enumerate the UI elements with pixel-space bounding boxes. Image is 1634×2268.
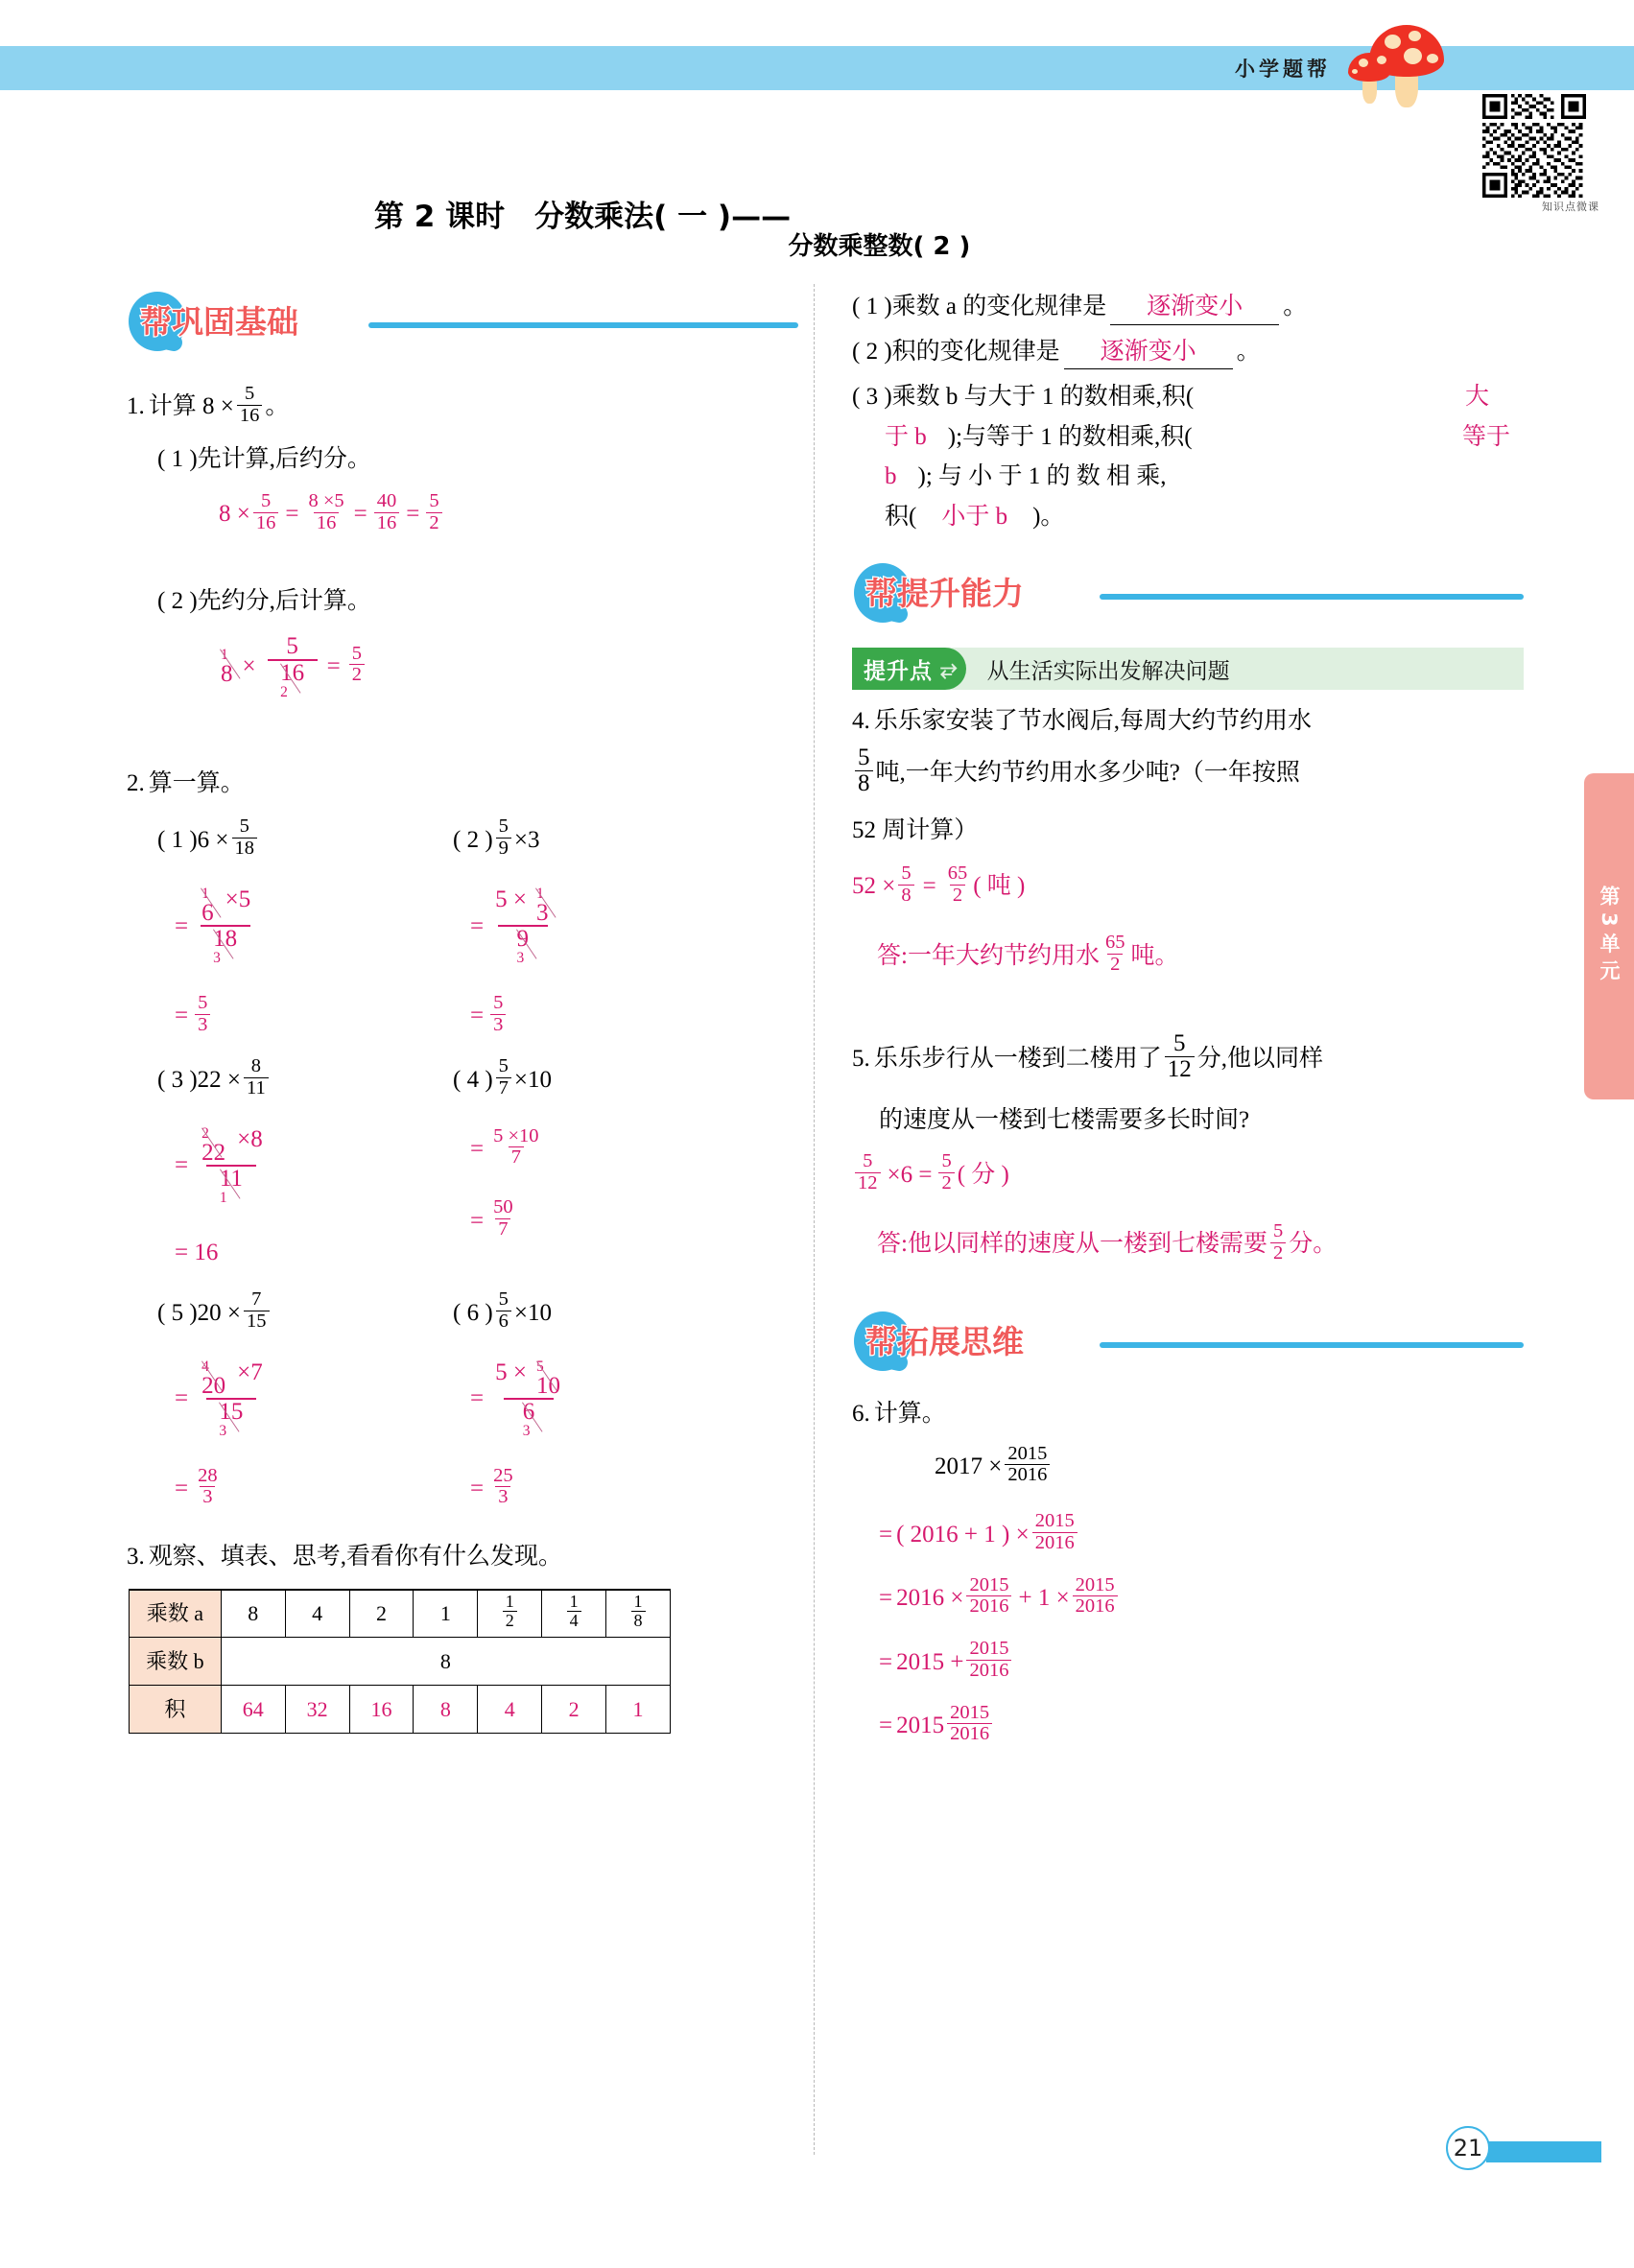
right-column: [852, 288, 1524, 1747]
problem-4-line3: 52 周计算）: [852, 816, 979, 843]
page-title-main: 第 2 课时 分数乘法( 一 ): [374, 200, 732, 234]
problem-3-number: 3.: [127, 1544, 145, 1571]
section-label-consolidate: 帮巩固基础: [140, 303, 298, 341]
problem-6-stem: 计算。: [873, 1401, 946, 1428]
problem-5-number: 5.: [852, 1046, 870, 1073]
table-row: [130, 1686, 671, 1734]
table-row: [130, 1590, 671, 1638]
unit-side-tab-label: 第3单元: [1598, 886, 1621, 987]
problem-1: [127, 383, 798, 701]
brand-title: 小学题帮: [1235, 58, 1331, 81]
paren-answer-2[interactable]: 等于: [1461, 423, 1510, 450]
problem-6: [852, 1396, 1524, 1747]
section-rule: [368, 322, 798, 328]
problem-6-step-3: = 2015 + $\frac{2015}{2016}$: [852, 1641, 1524, 1683]
problem-1-number: 1.: [127, 393, 145, 420]
table-cell: 8: [221, 1590, 285, 1638]
table-cell: $\frac{1}{8}$: [606, 1590, 671, 1638]
problem-4-line1: 乐乐家安装了节水阀后,每周大约节约用水: [873, 708, 1313, 734]
problem-1-sub1-label: ( 1 )先计算,后约分。: [157, 446, 371, 473]
paren-answer-3[interactable]: 小于 b: [941, 503, 1008, 530]
page-number: 21: [1446, 2126, 1490, 2170]
problem-5-solution: $\frac{5}{12}$ ×6 = $\frac{5}{2}$ ( 分 ): [852, 1153, 1524, 1195]
paren-answer-2b[interactable]: b: [885, 463, 897, 489]
unit-side-tab[interactable]: [1584, 773, 1634, 1099]
tip-pill: 提升点 ⥂: [852, 648, 966, 690]
table-cell: $\frac{1}{4}$: [542, 1590, 606, 1638]
problem-2-item-4: ( 4 ) $\frac{5}{7}$ ×10 = $\frac{5 \times 10}{7}$ = $\frac{50}{7}$: [453, 1055, 553, 1240]
mushroom-icon: [1348, 23, 1473, 102]
multiplier-product-table: [129, 1589, 671, 1735]
page-title: [374, 192, 973, 261]
table-cell: 1: [606, 1686, 671, 1734]
problem-3-sub3: ( 3 )乘数 b 与大于 1 的数相乘,积( 大 于 b );与等于 1 的数相乘,积( 等于 b ); 与 小 于 1 的 数 相 乘, 积( 小于 b )。: [852, 379, 1524, 534]
problem-6-step-2: = 2016 × $\frac{2015}{2016}$ + 1 × $\frac{2015}{2016}$: [852, 1577, 1524, 1619]
page-title-dash: ——: [731, 200, 792, 234]
section-rule: [1100, 1342, 1524, 1348]
problem-3-subquestions: [852, 288, 1524, 534]
problem-6-number: 6.: [852, 1401, 870, 1428]
table-cell: 64: [221, 1686, 285, 1734]
problem-3-stem: 观察、填表、思考,看看你有什么发现。: [148, 1544, 563, 1571]
left-column: [127, 288, 798, 1734]
table-cell: $\frac{1}{2}$: [478, 1590, 542, 1638]
problem-3-sub1: ( 1 )乘数 a 的变化规律是 逐渐变小 。: [852, 288, 1524, 325]
blank-field-1[interactable]: 逐渐变小: [1110, 288, 1279, 325]
problem-6-step-4: = 2015 2015 2016: [852, 1705, 1524, 1747]
problem-1-sub2-answer: 1 8 × 5 16 2 = $\frac{5}{2}$: [127, 633, 798, 700]
problem-3-sub2: ( 2 )积的变化规律是 逐渐变小 。: [852, 333, 1524, 370]
table-row: [130, 1638, 671, 1686]
problem-5-answer: 答:他以同样的速度从一楼到七楼需要 5 2 分。: [877, 1219, 1338, 1264]
cancel-fraction: 5 16 2: [268, 633, 318, 700]
column-divider: [814, 284, 815, 2155]
problem-5-fraction: 5 12: [1165, 1031, 1195, 1083]
problem-1-stem-post: 。: [265, 393, 290, 420]
table-cell: 8: [414, 1686, 478, 1734]
problem-6-expression: 2017 × $\frac{2015}{2016}$: [852, 1446, 1524, 1488]
problem-4-fraction: 5 8: [855, 745, 873, 797]
table-cell: 4: [478, 1686, 542, 1734]
tip-banner: [852, 648, 1524, 690]
table-row-label-b: 乘数 b: [130, 1638, 222, 1686]
table-cell: 32: [285, 1686, 349, 1734]
table-row-label-a: 乘数 a: [130, 1590, 222, 1638]
table-row-label-product: 积: [130, 1686, 222, 1734]
problem-2-item-1: ( 1 ) 6 × $\frac{5}{18}$ = 1 6 ×5 18 3 = $\frac{5}{3}$: [127, 818, 453, 1037]
problem-4-line2: 吨,一年大约节约用水多少吨?（一年按照: [875, 759, 1300, 786]
table-cell-b-merged: 8: [221, 1638, 670, 1686]
tip-text: 从生活实际出发解决问题: [986, 658, 1230, 684]
table-cell: 2: [349, 1590, 414, 1638]
problem-2-item-3: ( 3 ) 22 × $\frac{8}{11}$ = 2 22 ×8 11 1 = 16: [127, 1058, 453, 1270]
problem-1-stem-pre: 计算 8 ×: [148, 393, 234, 420]
table-cell: 4: [285, 1590, 349, 1638]
problem-2: [127, 766, 798, 1510]
problem-5: 5. 乐乐步行从一楼到二楼用了 5 12 分,他以同样 的速度从一楼到七楼需要多长时间? $\frac{5}{12}$ ×6 = $\frac{5}{2}$ ( 分 ) 答:他以同样的速度从一楼到七楼需要 5 2 分。: [852, 1033, 1524, 1265]
blank-field-2[interactable]: 逐渐变小: [1064, 333, 1233, 370]
problem-4-answer: 答:一年大约节约用水 65 2 吨。: [877, 932, 1179, 976]
table-cell: 2: [542, 1686, 606, 1734]
qr-caption: 知识点微课: [1542, 201, 1599, 213]
cancel-whole: 1 8: [219, 648, 235, 687]
problem-2-item-6: ( 6 ) $\frac{5}{6}$ ×10 = 5 × 5 10 6 3 = $\frac{25}{3}$: [453, 1291, 770, 1510]
section-header-improve: [852, 559, 1524, 632]
section-rule: [1100, 594, 1524, 600]
footer-bar: [1486, 2141, 1601, 2162]
problem-3: [127, 1539, 798, 1734]
problem-2-number: 2.: [127, 769, 145, 796]
section-header-consolidate: [127, 288, 798, 361]
table-cell: 1: [414, 1590, 478, 1638]
problem-1-sub1-answer: 8 × $\frac{5}{16}$ = $\frac{8 \times 5}{16}$ = $\frac{40}{16}$ = $\frac{5}{2}$: [127, 493, 798, 535]
problem-1-sub2-label: ( 2 )先约分,后计算。: [157, 588, 371, 615]
page-title-sub: 分数乘整数( 2 ): [788, 231, 971, 261]
problem-4-solution: 52 × $\frac{5}{8}$ = $\frac{65}{2}$ ( 吨 ): [852, 862, 1026, 906]
problem-1-stem-fraction: $\frac{5}{16}$: [237, 384, 263, 426]
problem-2-item-2: ( 2 ) $\frac{5}{9}$ ×3 = 5 × 1 3 9 3 = $\frac{5}{3}$: [453, 818, 770, 1037]
section-label-extend: 帮拓展思维: [865, 1323, 1024, 1361]
problem-4: [852, 703, 1524, 978]
section-label-improve: 帮提升能力: [865, 575, 1024, 612]
paren-answer-1[interactable]: 大: [1464, 384, 1489, 410]
problem-4-number: 4.: [852, 708, 870, 734]
table-cell: 16: [349, 1686, 414, 1734]
section-header-extend: [852, 1308, 1524, 1381]
paren-answer-1b[interactable]: 于 b: [885, 423, 927, 450]
arrow-up-right-icon: ⥂: [940, 656, 959, 681]
qr-code-icon[interactable]: [1482, 94, 1596, 207]
problem-6-step-1: = ( 2016 + 1 ) × $\frac{2015}{2016}$: [852, 1513, 1524, 1555]
problem-2-item-5: ( 5 ) 20 × $\frac{7}{15}$ = 4 20 ×7 15 3 = $\frac{28}{3}$: [127, 1291, 453, 1510]
problem-2-stem: 算一算。: [148, 769, 245, 796]
problem-5-line2: 的速度从一楼到七楼需要多长时间?: [879, 1106, 1250, 1133]
